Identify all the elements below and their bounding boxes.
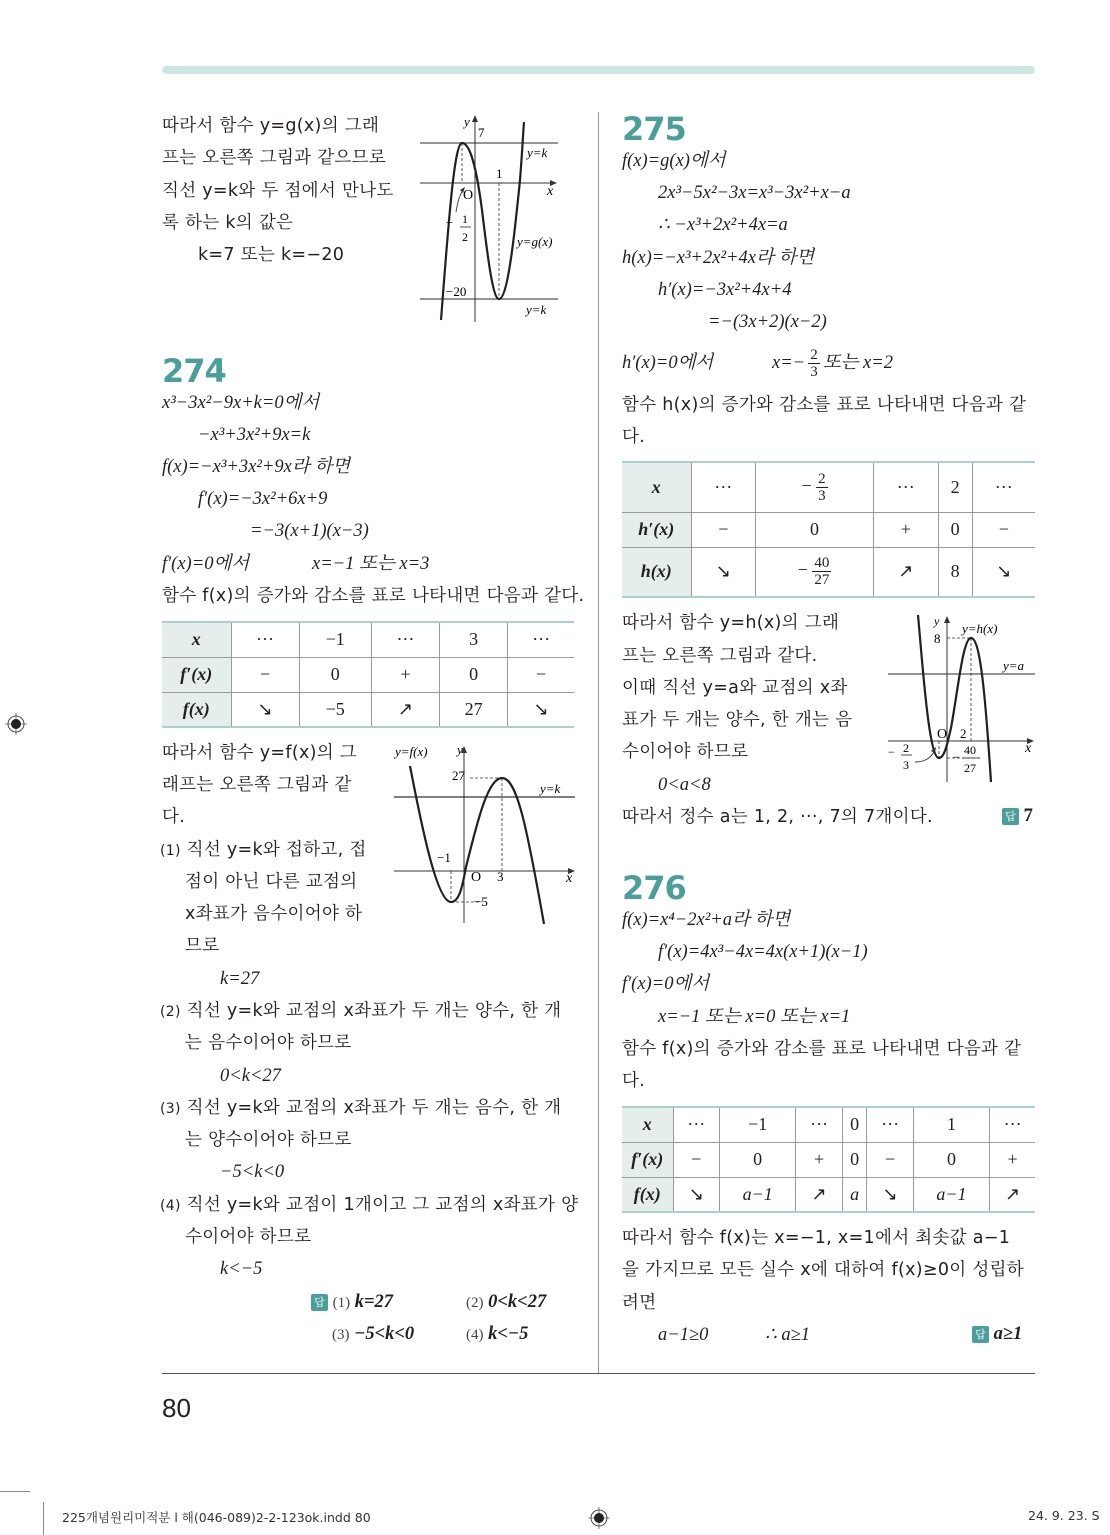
column-divider [598, 112, 599, 1374]
text-line: 함수 h(x)의 증가와 감소를 표로 나타내면 다음과 같 [622, 395, 1027, 415]
table-cell: ↘ [508, 692, 574, 727]
svg-text:27: 27 [452, 768, 465, 783]
svg-text:−: − [888, 745, 895, 759]
case-result: k=27 [220, 969, 260, 989]
svg-text:y: y [934, 614, 940, 628]
svg-text:27: 27 [964, 761, 976, 775]
svg-text:−: − [446, 215, 454, 230]
case-result: k<−5 [220, 1259, 263, 1279]
case-result: −5<k<0 [220, 1162, 285, 1182]
variation-table-274 [162, 621, 574, 728]
frac-sign: − [797, 559, 808, 580]
answer-value: a≥1 [993, 1324, 1023, 1344]
svg-text:3: 3 [903, 758, 909, 772]
table-cell: 0 [842, 1142, 867, 1177]
svg-text:7: 7 [478, 125, 485, 140]
case-label: (2) [160, 1004, 181, 1020]
footer-date: 24. 9. 23. S [1028, 1508, 1100, 1523]
table-cell: 1 [913, 1107, 989, 1142]
svg-text:1: 1 [496, 166, 503, 181]
registration-mark-icon [588, 1507, 610, 1529]
result-line: a−1≥0 [658, 1325, 709, 1345]
case-1 [160, 838, 367, 863]
frac-num: 2 [810, 346, 818, 363]
svg-text:y: y [457, 742, 463, 757]
case-text: 직선 y=k와 교점의 x좌표가 두 개는 음수, 한 개 [186, 1098, 562, 1118]
table-cell: ↘ [972, 547, 1035, 597]
table-cell: − [231, 657, 299, 692]
answer-value: 7 [1023, 806, 1033, 826]
table-cell: ··· [371, 622, 439, 657]
answer-badge: 답 [1002, 808, 1019, 825]
table-cell: 3 [439, 622, 507, 657]
table-cell: ↗ [796, 1177, 843, 1212]
table-cell: ··· [691, 462, 756, 512]
svg-text:8: 8 [934, 631, 941, 646]
text-line: 따라서 함수 y=g(x)의 그래 [162, 116, 380, 136]
svg-text:x: x [547, 184, 554, 199]
answer-274-item3 [332, 1324, 414, 1345]
text-line: 다. [622, 427, 646, 447]
table-cell: −1 [720, 1107, 796, 1142]
table-cell: 0 [439, 657, 507, 692]
table-head: f(x) [622, 1177, 673, 1212]
equation-line: f(x)=x⁴−2x²+a라 하면 [622, 910, 791, 930]
text-line: 프는 오른쪽 그림과 같다. [622, 646, 818, 666]
table-head: f′(x) [622, 1142, 673, 1177]
table-head: f′(x) [162, 657, 231, 692]
problem-number-275: 275 [622, 110, 686, 148]
answer-badge: 답 [311, 1294, 328, 1311]
text-line: 함수 f(x)의 증가와 감소를 표로 나타내면 다음과 같다. [162, 586, 585, 606]
equation-line: x³−3x²−9x+k=0에서 [162, 393, 320, 413]
table-cell: −5 [299, 692, 371, 727]
table-cell: ↘ [231, 692, 299, 727]
case-label: (4) [160, 1198, 181, 1214]
table-cell: ··· [990, 1107, 1035, 1142]
table-cell: + [990, 1142, 1035, 1177]
svg-text:3: 3 [497, 869, 504, 884]
text-line: 다. [622, 1071, 646, 1091]
svg-text:y=g(x): y=g(x) [517, 234, 553, 249]
table-cell: a−1 [720, 1177, 796, 1212]
crop-mark [0, 1491, 30, 1492]
table-head: x [622, 462, 691, 512]
table-cell: a [842, 1177, 867, 1212]
table-cell: ··· [508, 622, 574, 657]
table-cell: ↘ [867, 1177, 914, 1212]
answer-label: (3) [332, 1327, 350, 1343]
equation-line: f(x)=g(x)에서 [622, 151, 726, 171]
text-line: 따라서 함수 f(x)는 x=−1, x=1에서 최솟값 a−1 [622, 1228, 1011, 1248]
table-cell: ↗ [371, 692, 439, 727]
registration-mark-icon [5, 713, 27, 735]
root-suffix: 또는 x=2 [822, 353, 893, 373]
frac-den: 3 [810, 363, 818, 380]
equation-line: −x³+3x²+9x=k [198, 425, 311, 445]
svg-text:y=f(x): y=f(x) [395, 744, 428, 759]
frac-num: 2 [818, 470, 826, 487]
case-label: (3) [160, 1101, 181, 1117]
case-text: 직선 y=k와 접하고, 접 [186, 840, 367, 860]
problem-number-276: 276 [622, 869, 686, 907]
svg-text:y=h(x): y=h(x) [962, 621, 998, 636]
result-line: 0<a<8 [658, 775, 711, 795]
equation-line: f′(x)=0에서 [622, 974, 710, 994]
case-result: 0<k<27 [220, 1066, 281, 1086]
table-head: h′(x) [622, 512, 691, 547]
table-cell: 0 [720, 1142, 796, 1177]
result-line: k=7 또는 k=−20 [198, 245, 345, 265]
table-cell: 0 [938, 512, 972, 547]
table-cell: − [972, 512, 1035, 547]
crop-mark [43, 1502, 44, 1535]
table-cell: 8 [938, 547, 972, 597]
svg-text:x: x [1025, 741, 1032, 756]
text-line: 프는 오른쪽 그림과 같으므로 [162, 148, 387, 168]
text-line: 직선 y=k와 두 점에서 만나도 [162, 181, 394, 201]
text-line: 래프는 오른쪽 그림과 같 [162, 775, 352, 795]
table-cell: a−1 [913, 1177, 989, 1212]
case-text: 점이 아닌 다른 교점의 [185, 872, 358, 892]
case-text: x좌표가 음수이어야 하 [185, 904, 363, 924]
table-head: x [622, 1107, 673, 1142]
equation-line: x=−1 또는 x=0 또는 x=1 [658, 1007, 851, 1027]
table-cell: − [673, 1142, 720, 1177]
equation-line: x=−1 또는 x=3 [312, 554, 430, 574]
frac [812, 555, 831, 588]
answer-value: k<−5 [488, 1324, 529, 1344]
answer-value: 0<k<27 [488, 1292, 547, 1312]
answer-value: k=27 [354, 1292, 394, 1312]
table-cell: − [508, 657, 574, 692]
text-line: 을 가지므로 모든 실수 x에 대하여 f(x)≥0이 성립하 [622, 1260, 1024, 1280]
text-line: 수이어야 하므로 [622, 742, 749, 762]
frac [816, 471, 828, 504]
table-cell: 0 [913, 1142, 989, 1177]
equation-line: f(x)=−x³+3x²+9x라 하면 [162, 457, 351, 477]
svg-text:x: x [566, 871, 573, 886]
svg-text:40: 40 [964, 743, 976, 757]
table-cell: ··· [972, 462, 1035, 512]
table-cell: + [371, 657, 439, 692]
svg-text:2: 2 [903, 741, 909, 755]
frac-num: 40 [814, 555, 830, 572]
text-line: 다. [162, 807, 186, 827]
answer-274-item2 [466, 1292, 546, 1313]
svg-text:O: O [937, 727, 948, 742]
table-cell: ··· [873, 462, 938, 512]
answer-label: (2) [466, 1295, 484, 1311]
frac-den: 27 [814, 572, 830, 589]
answer-badge: 답 [972, 1326, 989, 1343]
case-label: (1) [160, 843, 181, 859]
case-3 [160, 1096, 561, 1121]
table-cell-fraction [756, 547, 874, 597]
text-line: 따라서 함수 y=f(x)의 그 [162, 743, 358, 763]
equation-line: f′(x)=0에서 [162, 554, 250, 574]
table-head: f(x) [162, 692, 231, 727]
root-prefix: x=− [772, 353, 806, 373]
table-cell: − [867, 1142, 914, 1177]
text-line: 이때 직선 y=a와 교점의 x좌 [622, 678, 848, 698]
result-line: ∴ a≥1 [765, 1325, 811, 1345]
answer-value: −5<k<0 [354, 1324, 415, 1344]
table-cell: 0 [756, 512, 874, 547]
text-line: 따라서 함수 y=h(x)의 그래 [622, 613, 840, 633]
equation-line: h(x)=−x³+2x²+4x라 하면 [622, 248, 815, 268]
page-number: 80 [162, 1393, 191, 1423]
svg-text:y=k: y=k [527, 145, 548, 160]
graph-g-of-x [420, 110, 580, 325]
answer-274-item4 [466, 1324, 528, 1345]
case-text: 는 양수이어야 하므로 [185, 1130, 352, 1150]
root-fraction [808, 347, 820, 380]
svg-text:y: y [464, 114, 470, 129]
equation-line: h′(x)=0에서 [622, 353, 714, 373]
variation-table-275 [622, 461, 1035, 598]
table-cell: ↘ [691, 547, 756, 597]
case-4 [160, 1193, 578, 1218]
table-cell: ↗ [873, 547, 938, 597]
table-cell: 0 [299, 657, 371, 692]
problem-number-274: 274 [162, 352, 226, 390]
table-cell: ··· [796, 1107, 843, 1142]
svg-text:−5: −5 [474, 894, 488, 909]
frac-sign: − [801, 475, 812, 496]
svg-text:−20: −20 [446, 284, 467, 299]
svg-text:1: 1 [462, 212, 468, 226]
answer-label: (1) [332, 1295, 351, 1311]
case-2 [160, 999, 561, 1024]
svg-text:y=k: y=k [540, 781, 561, 796]
answer-274-line1 [311, 1292, 393, 1313]
frac-den: 3 [818, 487, 826, 504]
table-cell: + [796, 1142, 843, 1177]
equation-line: ∴ −x³+2x²+4x=a [658, 215, 788, 235]
variation-table-276 [622, 1106, 1035, 1213]
text-line: 함수 f(x)의 증가와 감소를 표로 나타내면 다음과 같 [622, 1039, 1022, 1059]
table-cell: ··· [867, 1107, 914, 1142]
svg-text:y=k: y=k [526, 302, 547, 317]
text-line: 록 하는 k의 값은 [162, 213, 294, 233]
table-cell: ··· [673, 1107, 720, 1142]
table-cell: −1 [299, 622, 371, 657]
svg-text:2: 2 [462, 230, 468, 244]
equation-line: =−3(x+1)(x−3) [250, 521, 369, 541]
svg-text:−1: −1 [437, 850, 451, 865]
equation-line: h′(x)=−3x²+4x+4 [658, 280, 792, 300]
svg-text:−: − [953, 750, 960, 764]
text-line: 려면 [622, 1293, 657, 1313]
equation-line: f′(x)=4x³−4x=4x(x+1)(x−1) [658, 942, 868, 962]
root-line [772, 342, 893, 384]
table-cell: 2 [938, 462, 972, 512]
graph-f-of-x-274 [392, 738, 582, 928]
answer-276 [972, 1324, 1022, 1345]
svg-text:2: 2 [960, 726, 967, 741]
table-cell: + [873, 512, 938, 547]
answer-275 [1002, 806, 1033, 827]
table-cell: ↘ [673, 1177, 720, 1212]
text-line: 따라서 정수 a는 1, 2, ···, 7의 7개이다. [622, 807, 933, 827]
case-text: 수이어야 하므로 [185, 1227, 312, 1247]
case-text: 는 음수이어야 하므로 [185, 1033, 352, 1053]
equation-line: 2x³−5x²−3x=x³−3x²+x−a [658, 183, 851, 203]
svg-text:O: O [471, 870, 482, 885]
text-line: 표가 두 개는 양수, 한 개는 음 [622, 710, 853, 730]
table-cell: 27 [439, 692, 507, 727]
table-head: h(x) [622, 547, 691, 597]
case-text: 직선 y=k와 교점이 1개이고 그 교점의 x좌표가 양 [186, 1195, 579, 1215]
equation-line: f′(x)=−3x²+6x+9 [198, 489, 328, 509]
table-cell: ··· [231, 622, 299, 657]
svg-text:O: O [463, 188, 474, 203]
case-text: 직선 y=k와 교점의 x좌표가 두 개는 양수, 한 개 [186, 1001, 562, 1021]
table-head: x [162, 622, 231, 657]
svg-text:y=a: y=a [1003, 658, 1025, 673]
graph-h-of-x [885, 610, 1045, 785]
table-cell-fraction [756, 462, 874, 512]
footer-file-info: 225개념원리미적분 l 해(046-089)2-2-123ok.indd 80 [62, 1510, 371, 1525]
table-cell: − [691, 512, 756, 547]
case-text: 므로 [185, 936, 220, 956]
answer-label: (4) [466, 1327, 484, 1343]
table-cell: ↗ [990, 1177, 1035, 1212]
bottom-rule [162, 1373, 1035, 1374]
table-cell: 0 [842, 1107, 867, 1142]
equation-line: =−(3x+2)(x−2) [708, 312, 827, 332]
top-decorative-bar [162, 66, 1035, 74]
